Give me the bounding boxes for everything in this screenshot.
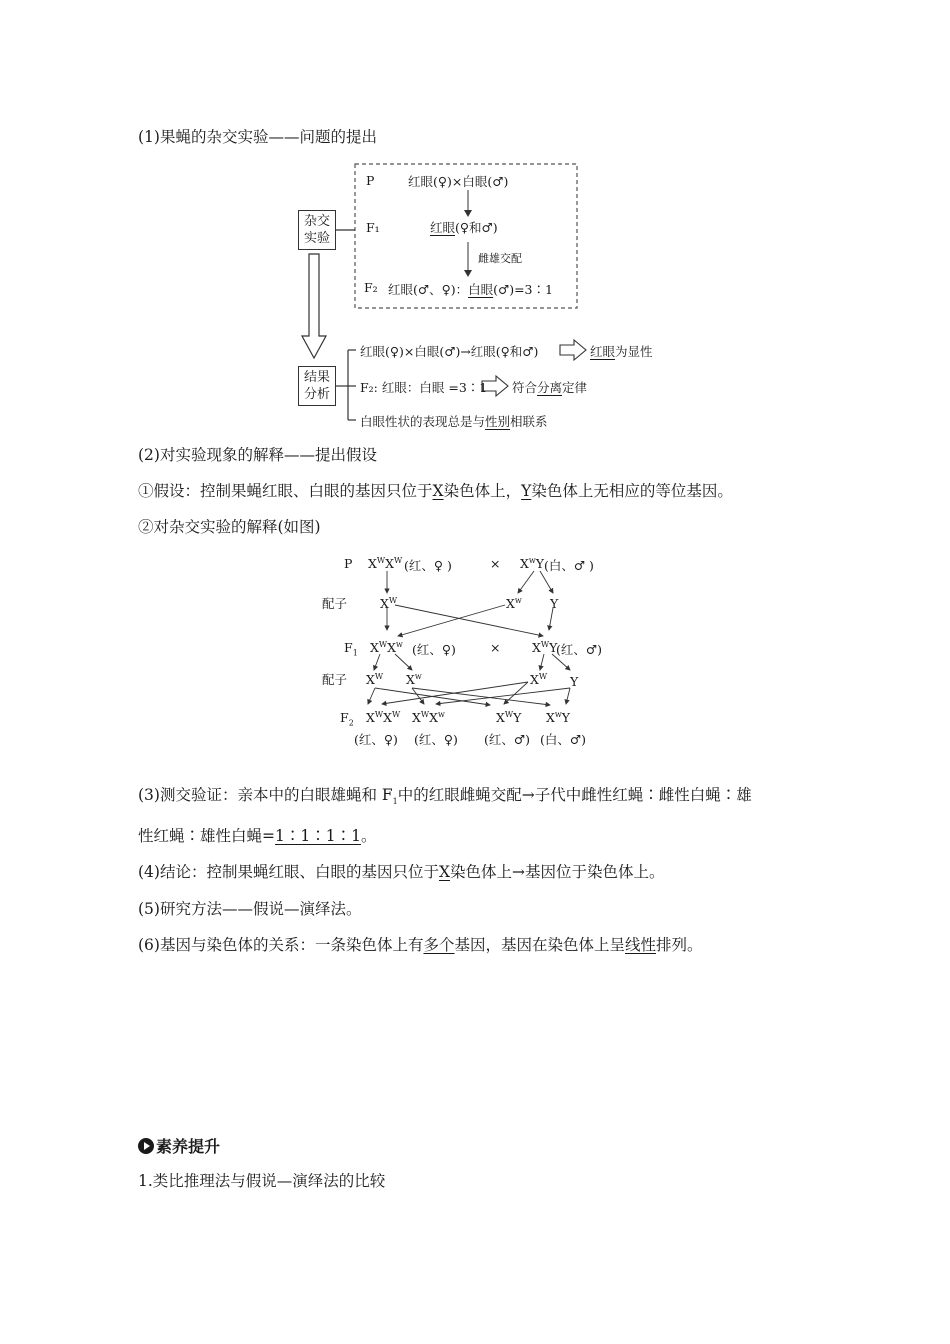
relation-b: 基因，基因在染色体上呈 (454, 936, 625, 954)
f1-gamete-XW-male: $X^W$ (530, 671, 548, 687)
box-label-line2: 实验 (303, 231, 330, 246)
f1-gamete-Y: Y (570, 674, 579, 689)
testcross-ratio: 1∶1∶1∶1 (275, 827, 361, 845)
gamete-label-2: 配子 (322, 672, 348, 687)
f2-underlined: 白眼 (468, 282, 494, 297)
gamete-Y: Y (550, 596, 559, 611)
f2-note-4: (白、♂) (540, 732, 586, 747)
method-line: (5)研究方法——假说—演绎法。 (138, 900, 362, 918)
section-2-title: (2)对实验现象的解释——提出假设 (138, 446, 377, 464)
f1-female-note: (红、♀) (412, 642, 456, 657)
hypothesis-a: ①假设：控制果蝇红眼、白眼的基因只位于 (138, 482, 433, 500)
mating-label: 雌雄交配 (478, 252, 522, 265)
result-3-b: 相联系 (510, 414, 548, 429)
hypothesis-y: Y (521, 482, 532, 500)
f2-note-1: (红、♀) (354, 732, 398, 747)
relation-underline-2: 线性 (625, 936, 657, 954)
result-3-a: 白眼性状的表现总是与 (360, 414, 486, 429)
hypothesis-b: 染色体上， (443, 482, 522, 500)
result-line-2: F₂: 红眼：白眼 =3∶1 (360, 380, 488, 395)
genetic-cross-diagram (300, 550, 620, 750)
f2-genotype-2: $X^WX^w$ (412, 709, 445, 725)
result-2-c2: 定律 (562, 380, 588, 395)
f2-genotype-3: $X^WY$ (496, 709, 522, 725)
result-2-underlined: 分离 (537, 380, 563, 395)
f2-genotype-4: $X^wY$ (546, 709, 571, 725)
relation-line (138, 934, 703, 956)
testcross-a: (3)测交验证：亲本中的白眼雄蝇和 F (138, 786, 393, 804)
f1-label: F₁ (366, 220, 380, 235)
result-line-1: 红眼(♀)×白眼(♂)→红眼(♀和♂) (360, 344, 539, 359)
f1-gamete-XW: $X^W$ (366, 671, 384, 687)
box-label-line1: 杂交 (303, 214, 330, 229)
box-label-line2: 分析 (303, 387, 330, 402)
relation-a: (6)基因与染色体的关系：一条染色体上有 (138, 936, 424, 954)
testcross-c: 性红蝇∶雄性白蝇= (138, 827, 275, 845)
relation-c: 排列。 (656, 936, 703, 954)
f1-cross-sign: × (490, 640, 501, 655)
gamete-Xw: $X^w$ (506, 595, 522, 611)
f2-genotype-1: $X^WX^W$ (366, 709, 401, 725)
f1-male-genotype: $X^WY$ (532, 639, 558, 655)
p-male-genotype: $X^wY$ (520, 555, 545, 571)
result-1-rest: 为显性 (615, 344, 653, 359)
result-1-underlined: 红眼 (590, 344, 616, 359)
hypothesis-x: X (432, 482, 444, 500)
section-header-title: 素养提升 (156, 1137, 221, 1156)
f2-part-a: 红眼(♂、♀)： (388, 282, 469, 297)
f1-row-label: $F_1$ (344, 640, 358, 658)
testcross-line-2 (138, 825, 376, 847)
box-label-line1: 结果 (303, 370, 330, 385)
f2-part-b: (♂)=3∶1 (493, 282, 553, 297)
conclusion-line (138, 861, 665, 883)
hypothesis-line (138, 480, 733, 502)
conclusion-b: 染色体上→基因位于染色体上。 (450, 863, 665, 881)
cross-experiment-box (298, 210, 336, 250)
p-male-note: (白、♂ ) (544, 558, 594, 573)
f2-label: F₂ (364, 280, 378, 295)
f1-male-note: (红、♂) (556, 642, 602, 657)
result-analysis-box (298, 366, 336, 406)
p-row-label: P (344, 556, 353, 571)
play-badge-icon (138, 1138, 154, 1154)
comparison-item: 1.类比推理法与假说—演绎法的比较 (138, 1172, 386, 1190)
relation-underline-1: 多个 (423, 936, 455, 954)
gamete-XW: $X^W$ (380, 595, 398, 611)
result-2-c1: 符合 (512, 380, 538, 395)
p-female-note: (红、♀ ) (404, 558, 452, 573)
p-female-genotype: $X^WX^W$ (368, 555, 403, 571)
f2-row-label: $F_2$ (340, 710, 354, 728)
section-header (138, 1134, 220, 1157)
testcross-sub: 1 (392, 797, 398, 807)
testcross-line-1 (138, 784, 752, 806)
f2-note-2: (红、♀) (414, 732, 458, 747)
conclusion-a: (4)结论：控制果蝇红眼、白眼的基因只位于 (138, 863, 439, 881)
cross-experiment-diagram (296, 160, 676, 432)
hypothesis-c: 染色体上无相应的等位基因。 (531, 482, 733, 500)
f1-underlined: 红眼 (430, 220, 456, 235)
gamete-label-1: 配子 (322, 596, 348, 611)
result-3-underlined: 性别 (485, 414, 511, 429)
testcross-d: 。 (360, 827, 377, 845)
f1-female-genotype: $X^WX^w$ (370, 639, 403, 655)
section-1-title: (1)果蝇的杂交实验——问题的提出 (138, 128, 377, 146)
p-cross-text: 红眼(♀)×白眼(♂) (408, 174, 509, 189)
p-cross-sign: × (490, 556, 501, 571)
f2-note-3: (红、♂) (484, 732, 530, 747)
conclusion-x: X (438, 863, 451, 881)
f1-rest: (♀和♂) (455, 220, 498, 235)
testcross-b: 中的红眼雌蝇交配→子代中雌性红蝇∶雌性白蝇∶雄 (397, 786, 752, 804)
explain-line: ②对杂交实验的解释(如图) (138, 518, 321, 536)
f1-gamete-Xw: $X^w$ (406, 671, 422, 687)
p-label: P (366, 173, 375, 188)
